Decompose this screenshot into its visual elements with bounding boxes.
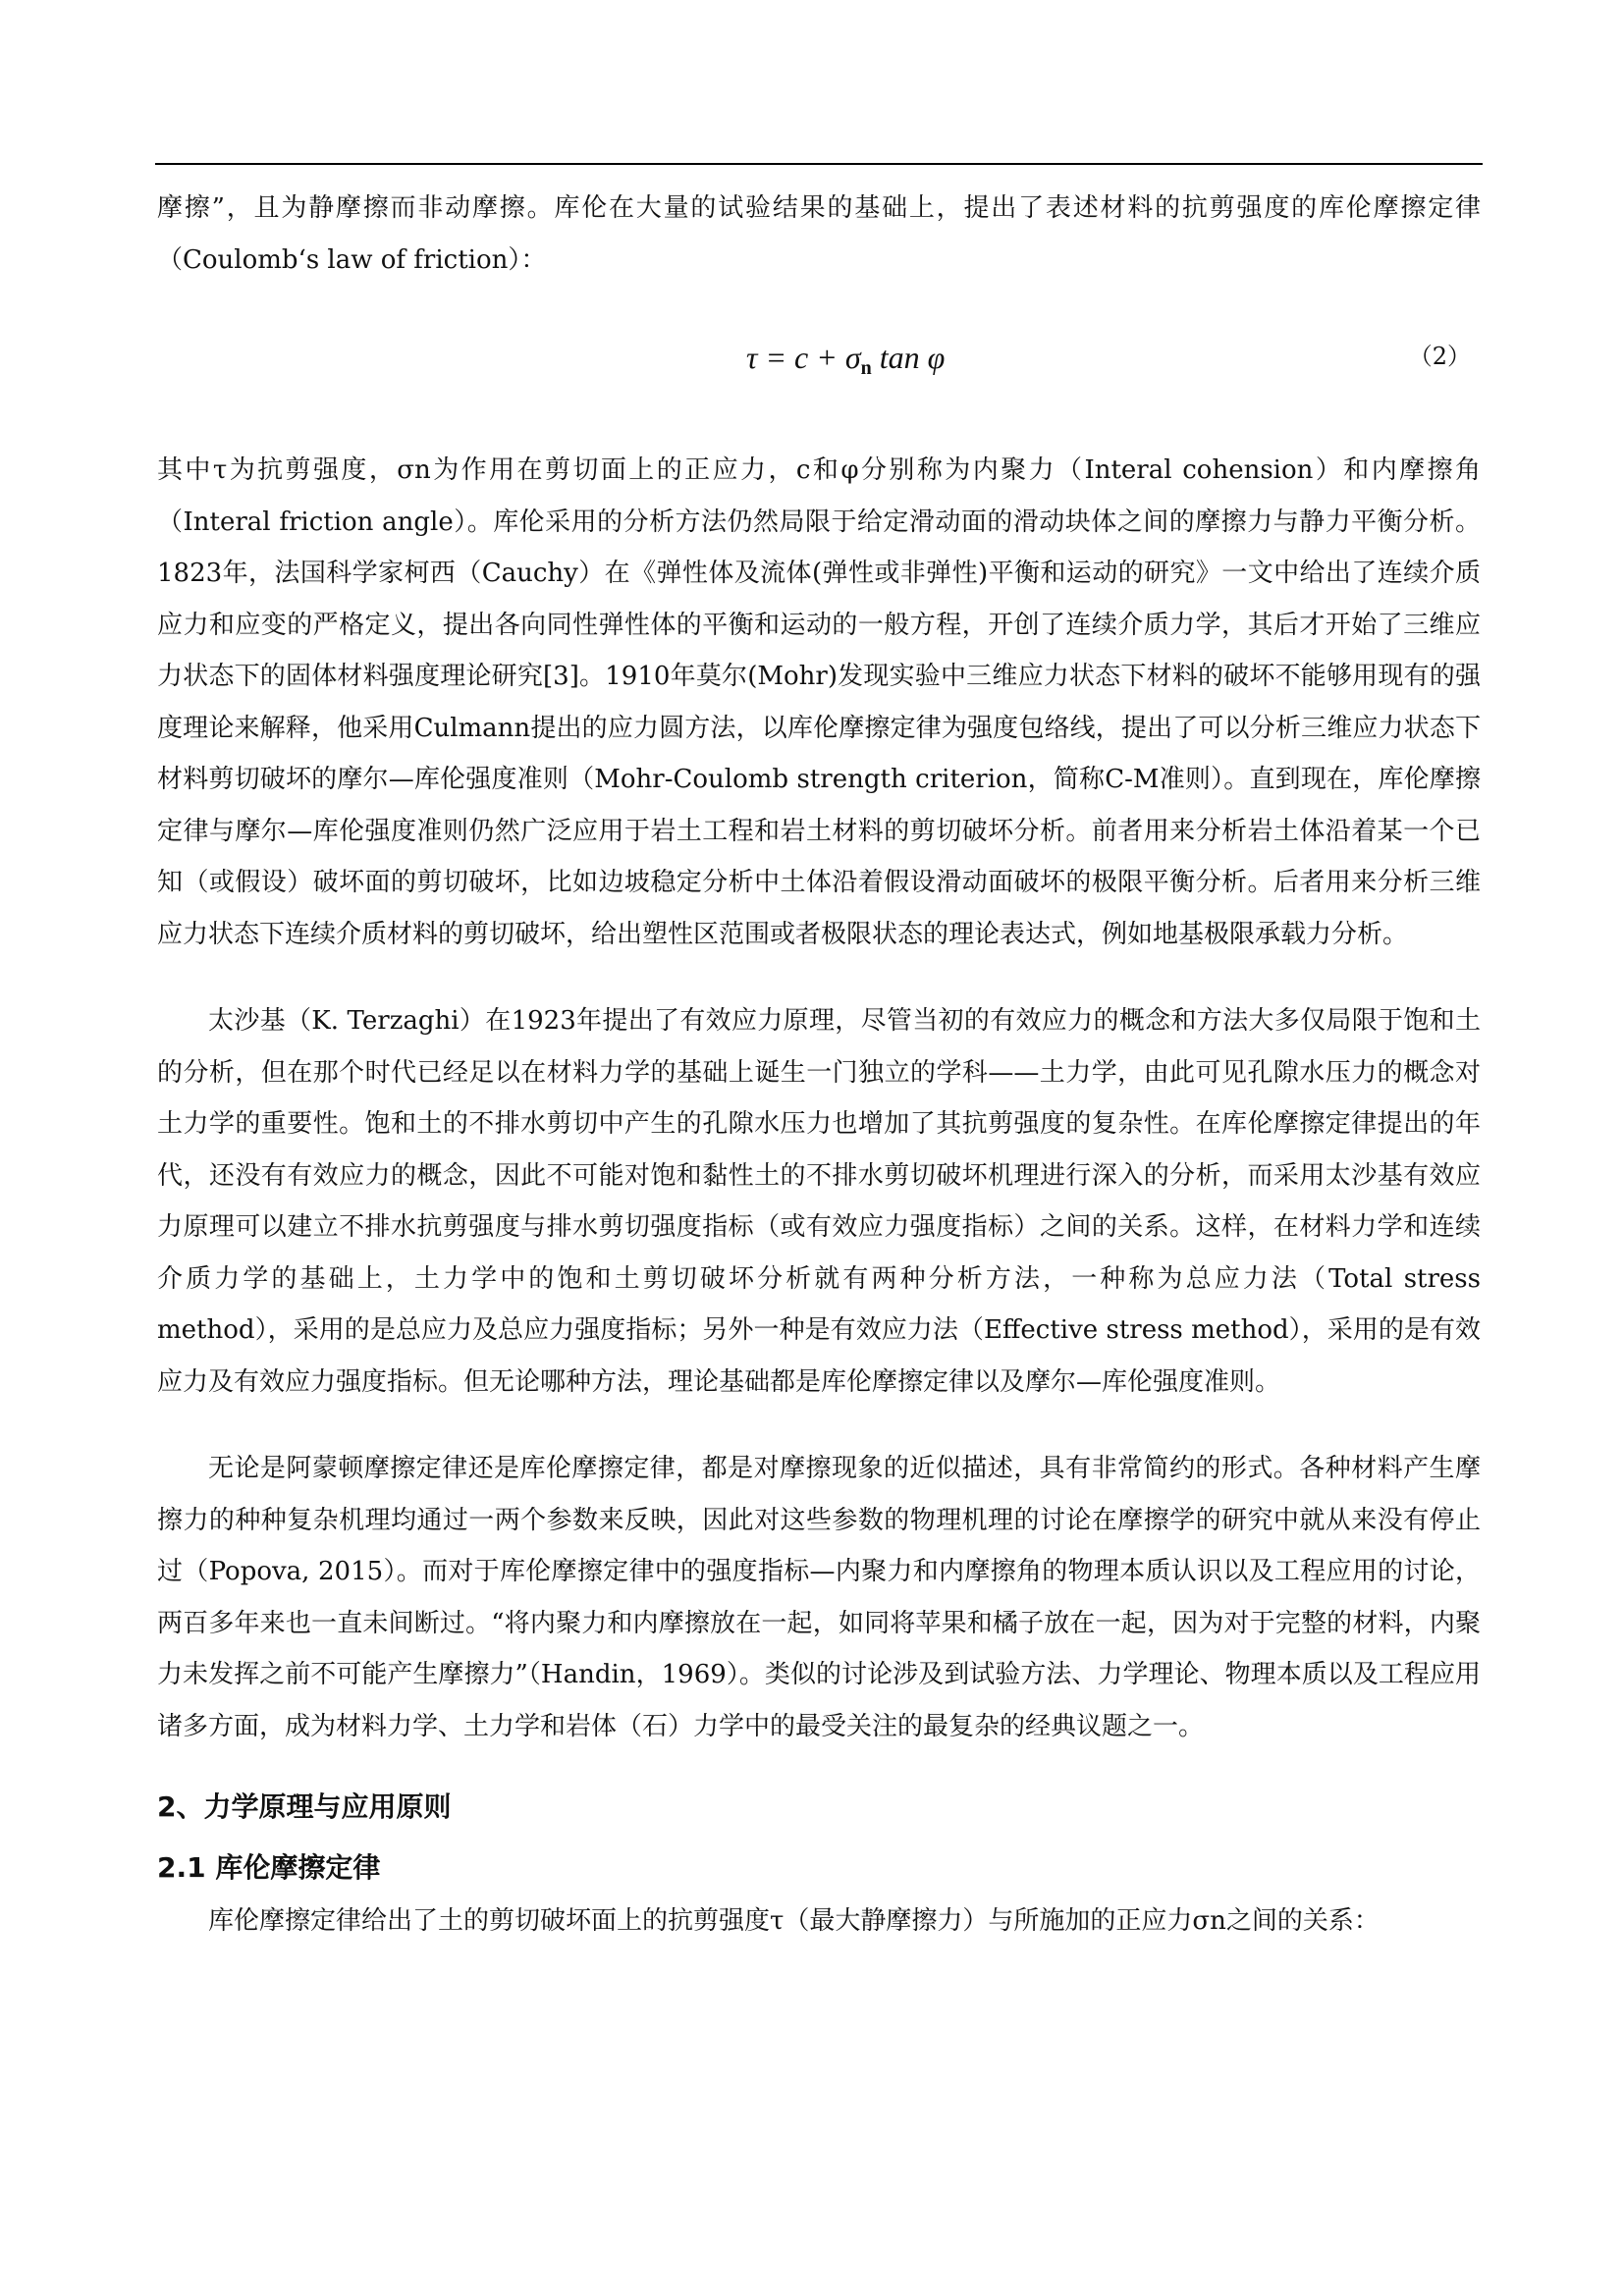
- equation-2: [157, 321, 1481, 409]
- subsection-heading: 2.1 库伦摩擦定律: [157, 1851, 381, 1884]
- formula-subscript: n: [860, 357, 872, 379]
- paragraph-coulomb-intro: 摩擦”，且为静摩擦而非动摩擦。库伦在大量的试验结果的基础上，提出了表述材料的抗剪强度的库伦摩擦定律（Coulomb‘s law of friction）：: [157, 193, 1481, 275]
- paragraph-history: 其中τ为抗剪强度，σn为作用在剪切面上的正应力，c和φ分别称为内聚力（Interal cohension）和内摩擦角（Interal friction angle）。库伦采用的分析方法仍然局限于给定滑动面的滑动块体之间的摩擦力与静力平衡分析。1823年，法国科学家柯西（Cauchy）在《弹性体及流体(弹性或非弹性)平衡和运动的研究》一文中给出了连续介质应力和应变的严格定义，提出各向同性弹性体的平衡和运动的一般方程，开创了连续介质力学，其后才开始了三维应力状态下的固体材料强度理论研究[3]。1910年莫尔(Mohr)发现实验中三维应力状态下材料的破坏不能够用现有的强度理论来解释，他采用Culmann提出的应力圆方法，以库伦摩擦定律为强度包络线，提出了可以分析三维应力状态下材料剪切破坏的摩尔—库伦强度准则（Mohr-Coulomb strength criterion，简称C-M准则）。直到现在，库伦摩擦定律与摩尔—库伦强度准则仍然广泛应用于岩土工程和岩土材料的剪切破坏分析。前者用来分析岩土体沿着某一个已知（或假设）破坏面的剪切破坏，比如边坡稳定分析中土体沿着假设滑动面破坏的极限平衡分析。后者用来分析三维应力状态下连续介质材料的剪切破坏，给出塑性区范围或者极限状态的理论表达式，例如地基极限承载力分析。: [157, 455, 1481, 949]
- formula-rhs: tan φ: [871, 340, 946, 375]
- equation-formula: [746, 339, 945, 380]
- header-rule: [155, 163, 1483, 165]
- paragraph-coulomb-law: 库伦摩擦定律给出了土的剪切破坏面上的抗剪强度τ（最大静摩擦力）与所施加的正应力σn之间的关系：: [208, 1906, 1380, 1936]
- paragraph-terzaghi: 太沙基（K. Terzaghi）在1923年提出了有效应力原理，尽管当初的有效应力的概念和方法大多仅局限于饱和土的分析，但在那个时代已经足以在材料力学的基础上诞生一门独立的学科——土力学，由此可见孔隙水压力的概念对土力学的重要性。饱和土的不排水剪切中产生的孔隙水压力也增加了其抗剪强度的复杂性。在库伦摩擦定律提出的年代，还没有有效应力的概念，因此不可能对饱和黏性土的不排水剪切破坏机理进行深入的分析，而采用太沙基有效应力原理可以建立不排水抗剪强度与排水剪切强度指标（或有效应力强度指标）之间的关系。这样，在材料力学和连续介质力学的基础上，土力学中的饱和土剪切破坏分析就有两种分析方法，一种称为总应力法（Total stress method），采用的是总应力及总应力强度指标；另外一种是有效应力法（Effective stress method），采用的是有效应力及有效应力强度指标。但无论哪种方法，理论基础都是库伦摩擦定律以及摩尔—库伦强度准则。: [157, 1006, 1481, 1397]
- page-body: [157, 183, 1481, 1948]
- formula-lhs: τ = c + σ: [746, 340, 861, 375]
- equation-number: （2）: [1408, 343, 1471, 370]
- section-heading: 2、力学原理与应用原则: [157, 1790, 452, 1823]
- paragraph-discussion: 无论是阿蒙顿摩擦定律还是库伦摩擦定律，都是对摩擦现象的近似描述，具有非常简约的形式。各种材料产生摩擦力的种种复杂机理均通过一两个参数来反映，因此对这些参数的物理机理的讨论在摩擦学的研究中就从来没有停止过（Popova, 2015）。而对于库伦摩擦定律中的强度指标—内聚力和内摩擦角的物理本质认识以及工程应用的讨论，两百多年来也一直未间断过。“将内聚力和内摩擦放在一起，如同将苹果和橘子放在一起，因为对于完整的材料，内聚力未发挥之前不可能产生摩擦力”（Handin，1969）。类似的讨论涉及到试验方法、力学理论、物理本质以及工程应用诸多方面，成为材料力学、土力学和岩体（石）力学中的最受关注的最复杂的经典议题之一。: [157, 1454, 1481, 1741]
